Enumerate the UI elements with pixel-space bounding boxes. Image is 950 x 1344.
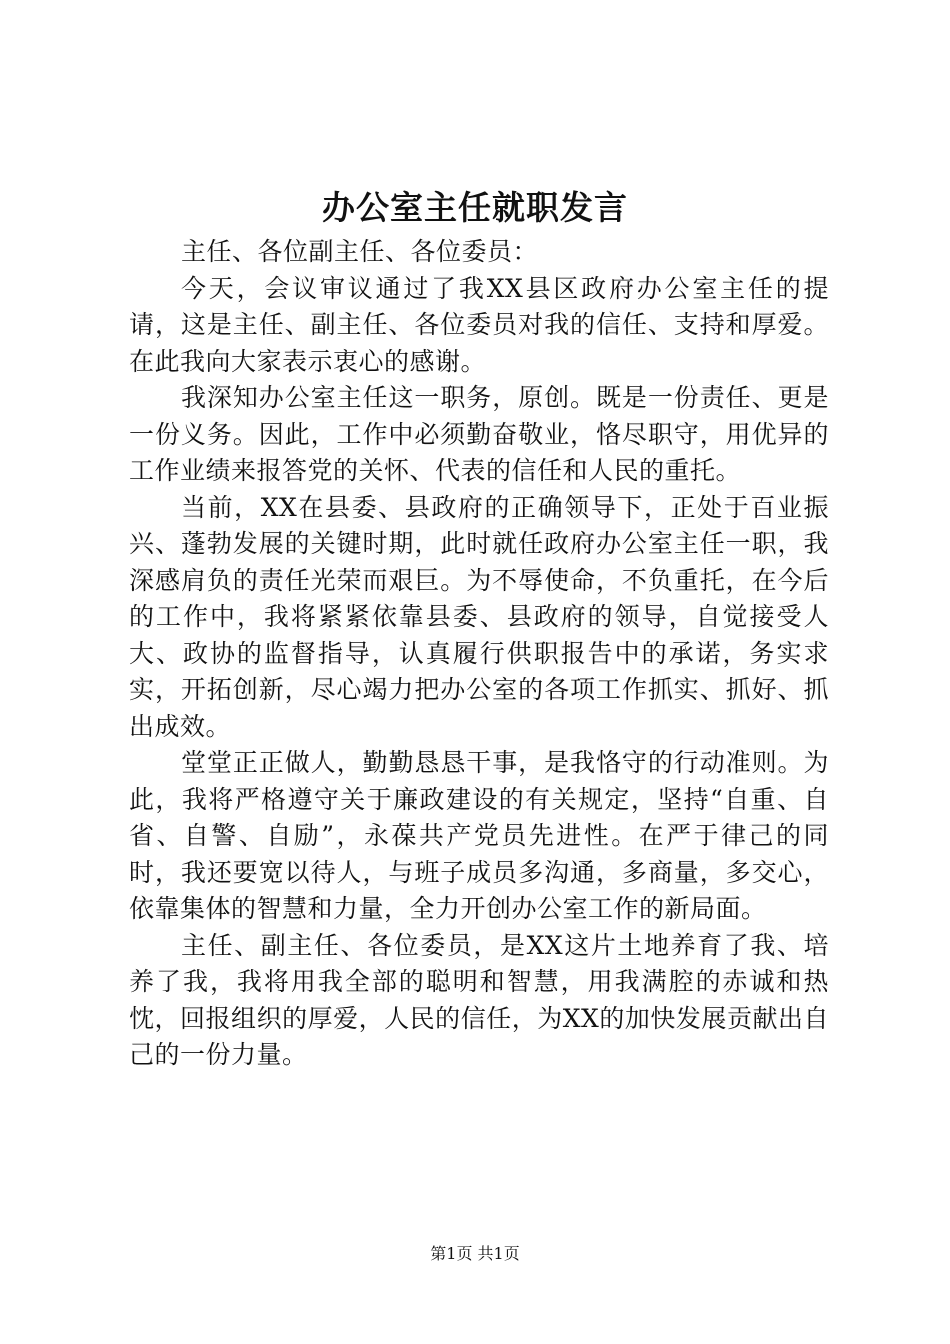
- body-paragraph: 主任、副主任、各位委员，是XX这片土地养育了我、培养了我，我将用我全部的聪明和智慧，用我满腔的赤诚和热忱，回报组织的厚爱，人民的信任，为XX的加快发展贡献出自己的一份力量。: [129, 930, 829, 1069]
- body-paragraph: 今天，会议审议通过了我XX县区政府办公室主任的提请，这是主任、副主任、各位委员对我的信任、支持和厚爱。在此我向大家表示衷心的感谢。: [129, 273, 829, 376]
- body-paragraph: 堂堂正正做人，勤勤恳恳干事，是我恪守的行动准则。为此，我将严格遵守关于廉政建设的有关规定，坚持“自重、自省、自警、自励”，永葆共产党员先进性。在严于律己的同时，我还要宽以待人，与班子成员多沟通，多商量，多交心，依靠集体的智慧和力量，全力开创办公室工作的新局面。: [129, 748, 829, 923]
- body-paragraph: 当前，XX在县委、县政府的正确领导下，正处于百业振兴、蓬勃发展的关键时期，此时就任政府办公室主任一职，我深感肩负的责任光荣而艰巨。为不辱使命，不负重托，在今后的工作中，我将紧紧依靠县委、县政府的领导，自觉接受人大、政协的监督指导，认真履行供职报告中的承诺，务实求实，开拓创新，尽心竭力把办公室的各项工作抓实、抓好、抓出成效。: [129, 492, 829, 741]
- page-number-footer: 第1页 共1页: [430, 1244, 520, 1263]
- document-body: [129, 234, 829, 1074]
- body-paragraph: 我深知办公室主任这一职务，原创。既是一份责任、更是一份义务。因此，工作中必须勤奋敬业，恪尽职守，用优异的工作业绩来报答党的关怀、代表的信任和人民的重托。: [129, 383, 829, 485]
- document-title: 办公室主任就职发言: [322, 188, 628, 227]
- salutation-paragraph: 主任、各位副主任、各位委员：: [181, 237, 539, 266]
